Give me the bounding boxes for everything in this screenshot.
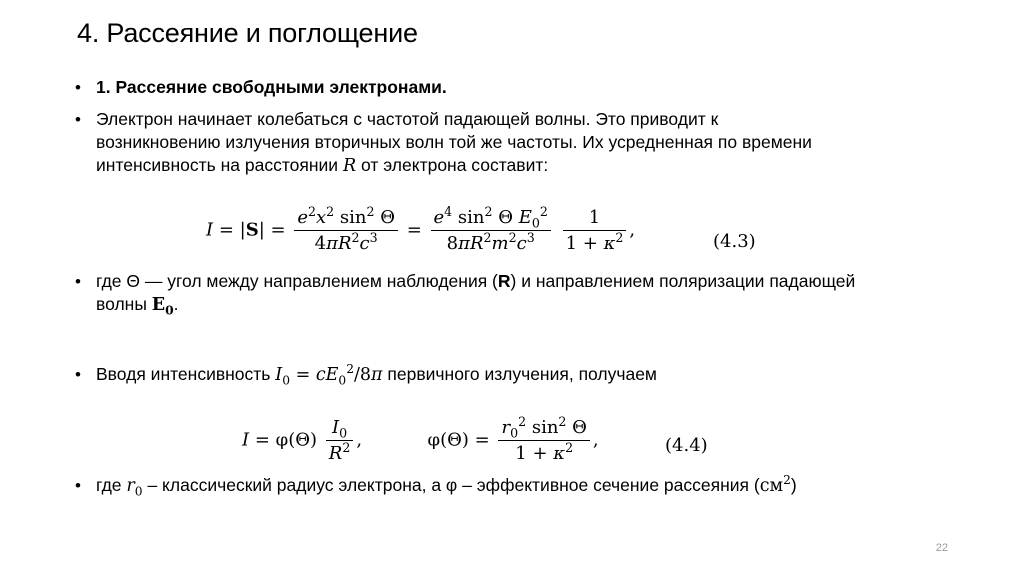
- equation-4-4: I = φ(Θ) $\frac{I_0}{R^2}$ , φ(Θ) = $\frac{r_0^2 \sin^2 \Theta}{1 + \kappa^2}$ ,: [242, 414, 599, 464]
- bullet-dot: •: [75, 78, 81, 97]
- bullet-dot: •: [75, 365, 81, 384]
- bullet-radius-description: [75, 474, 895, 498]
- unit-cm2: $см^2$: [759, 473, 791, 496]
- bullet-electron-description: [75, 108, 835, 178]
- text-segment: .: [173, 294, 179, 314]
- text-segment: Электрон начинает колебаться с частотой падающей волны. Это приводит к возникновению излучения вторичных волн той же частоты. Их усредненная по времени интенсивность на расстоянии: [96, 109, 812, 175]
- bullet-text: [96, 108, 835, 178]
- bullet-intensity: [75, 363, 775, 387]
- text-segment: ) и направлением поляризации падающей волны: [96, 271, 856, 314]
- vector-R: R: [497, 271, 511, 291]
- text-segment: где: [96, 475, 127, 495]
- page-number: 22: [935, 542, 948, 554]
- slide-title: 4. Рассеяние и поглощение: [77, 18, 418, 48]
- bullet-text: [96, 363, 775, 387]
- inline-formula-r0: $r_0$: [126, 476, 143, 499]
- bullet-dot: •: [75, 476, 81, 495]
- bullet-text: [96, 474, 895, 498]
- text-segment: – классический радиус электрона, а φ – эффективное сечение рассеяния (: [142, 475, 760, 495]
- bullet-theta-description: [75, 270, 875, 317]
- equation-4-3: I = |S| = $\frac{e^2x^2 \sin^2 \Theta}{4\pi R^2c^3}$ = $\frac{e^4 \sin^2 \Theta E_0^2}{8\pi R^2m^2c^3}$ $\frac{1}{1 + \kappa^2}$ ,: [206, 204, 636, 254]
- text-segment: Вводя интенсивность: [96, 364, 276, 384]
- bullet-text: [96, 270, 875, 317]
- bullet-dot: •: [75, 110, 81, 129]
- bullet-heading-text: 1. Рассеяние свободными электронами.: [96, 77, 447, 97]
- equation-number-4-4: (4.4): [665, 435, 708, 456]
- text-segment: от электрона составит:: [356, 155, 549, 175]
- text-segment: где Θ — угол между направлением наблюдения (: [96, 271, 498, 291]
- variable-R: R: [342, 156, 357, 176]
- text-segment: ): [790, 475, 797, 495]
- bullet-dot: •: [75, 272, 81, 291]
- bullet-heading: [75, 76, 447, 99]
- text-segment: первичного излучения, получаем: [382, 364, 657, 384]
- equation-number-4-3: (4.3): [713, 231, 756, 252]
- vector-E0: $E_0$: [151, 295, 174, 318]
- inline-formula-I0: $I_0 = cE_0^2/8\pi$: [275, 362, 383, 388]
